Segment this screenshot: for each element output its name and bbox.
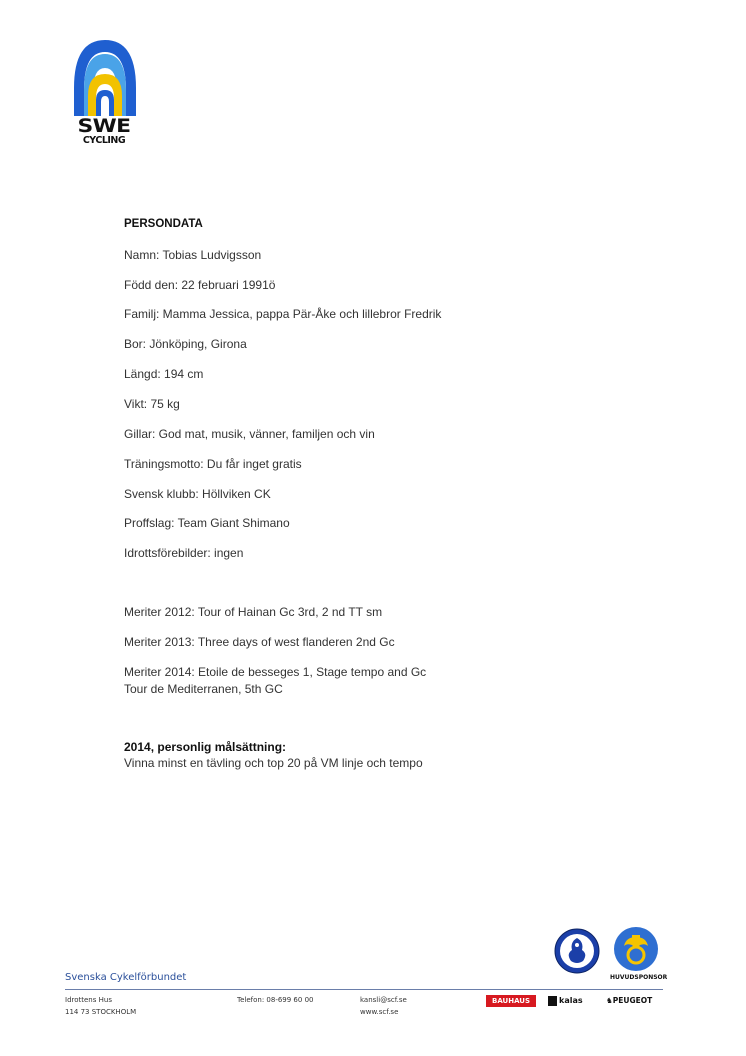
- pro-team-line: Proffslag: Team Giant Shimano: [124, 516, 290, 530]
- merits-2014-line-2: Tour de Mediterranen, 5th GC: [124, 682, 283, 696]
- merits-2014-line: Meriter 2014: Etoile de besseges 1, Stage tempo and Gc: [124, 665, 427, 679]
- merits-2013-line: Meriter 2013: Three days of west flanderen 2nd Gc: [124, 635, 395, 649]
- weight-line: Vikt: 75 kg: [124, 397, 180, 411]
- logo-swe-text: SWE: [77, 115, 131, 137]
- merits-2012-line: Meriter 2012: Tour of Hainan Gc 3rd, 2 nd TT sm: [124, 605, 383, 619]
- residence-line: Bor: Jönköping, Girona: [124, 337, 247, 351]
- kalas-sponsor-logo: [548, 995, 594, 1007]
- kalas-sponsor-text: kalas: [559, 996, 583, 1005]
- bauhaus-sponsor-logo: BAUHAUS: [486, 995, 536, 1007]
- family-line: Familj: Mamma Jessica, pappa Pär-Åke och lillebror Fredrik: [124, 307, 442, 321]
- likes-line: Gillar: God mat, musik, vänner, familjen och vin: [124, 427, 375, 441]
- phone-number: Telefon: 08-699 60 00: [237, 996, 314, 1004]
- kalas-mark-icon: [548, 996, 557, 1006]
- website-link[interactable]: www.scf.se: [360, 1008, 399, 1016]
- club-line: Svensk klubb: Höllviken CK: [124, 487, 271, 501]
- main-sponsor-label: HUVUDSPONSOR: [610, 974, 668, 981]
- federation-emblem-icon: [554, 928, 600, 974]
- role-models-line: Idrottsförebilder: ingen: [124, 546, 244, 560]
- birth-line: Född den: 22 februari 1991ö: [124, 278, 276, 292]
- peugeot-sponsor-logo: [606, 995, 664, 1007]
- motto-line: Träningsmotto: Du får inget gratis: [124, 457, 302, 471]
- goal-text: Vinna minst en tävling och top 20 på VM linje och tempo: [124, 756, 423, 770]
- federation-name: Svenska Cykelförbundet: [65, 972, 187, 983]
- name-line: Namn: Tobias Ludvigsson: [124, 248, 262, 262]
- height-line: Längd: 194 cm: [124, 367, 204, 381]
- persondata-heading: PERSONDATA: [124, 218, 203, 230]
- email-link[interactable]: kansli@scf.se: [360, 996, 407, 1004]
- logo-cycling-text: CYCLING: [82, 135, 126, 146]
- address-line-1: Idrottens Hus: [65, 996, 112, 1004]
- main-sponsor-posthorn-icon: [612, 926, 660, 972]
- goal-heading: 2014, personlig målsättning:: [124, 740, 287, 754]
- footer-divider: [65, 989, 663, 990]
- peugeot-lion-icon: ♞: [606, 996, 613, 1005]
- peugeot-sponsor-text: PEUGEOT: [612, 996, 653, 1005]
- address-line-2: 114 73 STOCKHOLM: [65, 1008, 137, 1016]
